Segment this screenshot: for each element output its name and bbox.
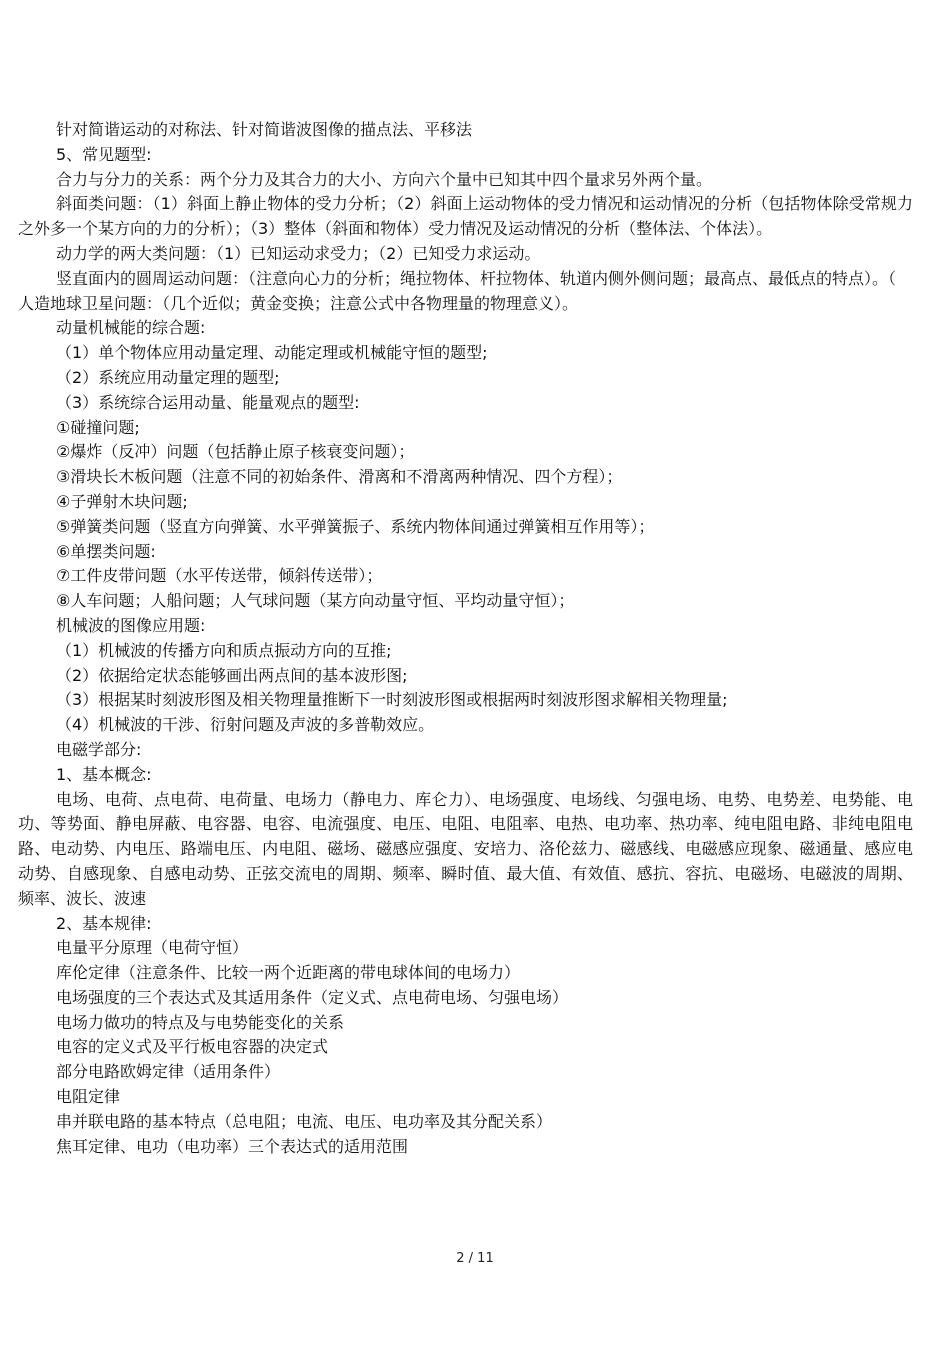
- section-heading: 2、基本规律:: [56, 913, 152, 933]
- text-line: 人造地球卫星问题：（几个近似；黄金变换；注意公式中各物理量的物理意义）。: [18, 293, 579, 313]
- subheading: 动量机械能的综合题:: [56, 318, 206, 338]
- text-line: 电场强度的三个表达式及其适用条件（定义式、点电荷电场、匀强电场）: [56, 987, 569, 1007]
- list-item: （3）根据某时刻波形图及相关物理量推断下一时刻波形图或根据两时刻波形图求解相关物理量;: [56, 690, 728, 710]
- section-heading: 1、基本概念:: [56, 764, 152, 784]
- text-line: 串并联电路的基本特点（总电阻；电流、电压、电功率及其分配关系）: [56, 1111, 553, 1131]
- page-number: 2 / 11: [456, 1251, 494, 1266]
- subheading: 机械波的图像应用题:: [56, 615, 206, 635]
- paragraph: 电场、电荷、点电荷、电荷量、电场力（静电力、库仑力）、电场强度、电场线、匀强电场、电势、电势差、电势能、电功、等势面、静电屏蔽、电容器、电容、电流强度、电压、电阻、电阻率、电热、电功率、热功率、纯电阻电路、非纯电阻电路、电动势、内电压、路端电压、内电阻、磁场、磁感应强度、安培力、洛伦兹力、磁感线、电磁感应现象、磁通量、感应电动势、自感现象、自感电动势、正弦交流电的周期、频率、瞬时值、最大值、有效值、感抗、容抗、电磁场、电磁波的周期、频率、波长、波速: [18, 789, 913, 908]
- text-line: 针对简谐运动的对称法、针对简谐波图像的描点法、平移法: [56, 120, 473, 139]
- list-item: ③滑块长木板问题（注意不同的初始条件、滑离和不滑离两种情况、四个方程）；: [56, 467, 623, 487]
- text-line: 焦耳定律、电功（电功率）三个表达式的适用范围: [56, 1136, 409, 1156]
- list-item: ⑧人车问题；人船问题；人气球问题（某方向动量守恒、平均动量守恒）；: [56, 591, 575, 611]
- list-item: ②爆炸（反冲）问题（包括静止原子核衰变问题）；: [56, 442, 415, 462]
- list-item: （3）系统综合运用动量、能量观点的题型:: [56, 392, 360, 412]
- text-line: 电阻定律: [56, 1087, 121, 1107]
- list-item: ⑤弹簧类问题（竖直方向弹簧、水平弹簧振子、系统内物体间通过弹簧相互作用等）；: [56, 516, 655, 536]
- text-line: 库伦定律（注意条件、比较一两个近距离的带电球体间的电场力）: [56, 963, 521, 983]
- list-item: （1）机械波的传播方向和质点振动方向的互推;: [56, 640, 392, 660]
- document-body: [18, 118, 913, 1159]
- list-item: ①碰撞问题;: [56, 417, 140, 437]
- list-item: （1）单个物体应用动量定理、动能定理或机械能守恒的题型;: [56, 343, 488, 363]
- list-item: （4）机械波的干涉、衍射问题及声波的多普勒效应。: [56, 715, 435, 735]
- section-heading: 电磁学部分:: [56, 739, 142, 759]
- paragraph: 竖直面内的圆周运动问题：（注意向心力的分析；绳拉物体、杆拉物体、轨道内侧外侧问题；最高点、最低点的特点）。（: [56, 268, 897, 288]
- paragraph: 斜面类问题：（1）斜面上静止物体的受力分析；（2）斜面上运动物体的受力情况和运动情况的分析（包括物体除受常规力之外多一个某方向的力的分析）；（3）整体（斜面和物体）受力情况及运动情况的分析（整体法、个体法）。: [18, 194, 913, 239]
- list-item: ④子弹射木块问题;: [56, 491, 188, 511]
- list-item: ⑥单摆类问题:: [56, 541, 156, 561]
- text-line: 合力与分力的关系：两个分力及其合力的大小、方向六个量中已知其中四个量求另外两个量。: [56, 169, 713, 189]
- text-line: 电场力做功的特点及与电势能变化的关系: [56, 1012, 345, 1032]
- text-line: 电量平分原理（电荷守恒）: [56, 938, 249, 958]
- list-item: （2）系统应用动量定理的题型;: [56, 367, 280, 387]
- text-line: 动力学的两大类问题：（1）已知运动求受力；（2）已知受力求运动。: [56, 243, 541, 263]
- text-line: 电容的定义式及平行板电容器的决定式: [56, 1037, 329, 1057]
- list-item: （2）依据给定状态能够画出两点间的基本波形图;: [56, 665, 408, 685]
- list-item: ⑦工件皮带问题（水平传送带，倾斜传送带）；: [56, 566, 383, 586]
- text-line: 部分电路欧姆定律（适用条件）: [56, 1062, 281, 1082]
- section-heading: 5、常见题型:: [56, 144, 152, 164]
